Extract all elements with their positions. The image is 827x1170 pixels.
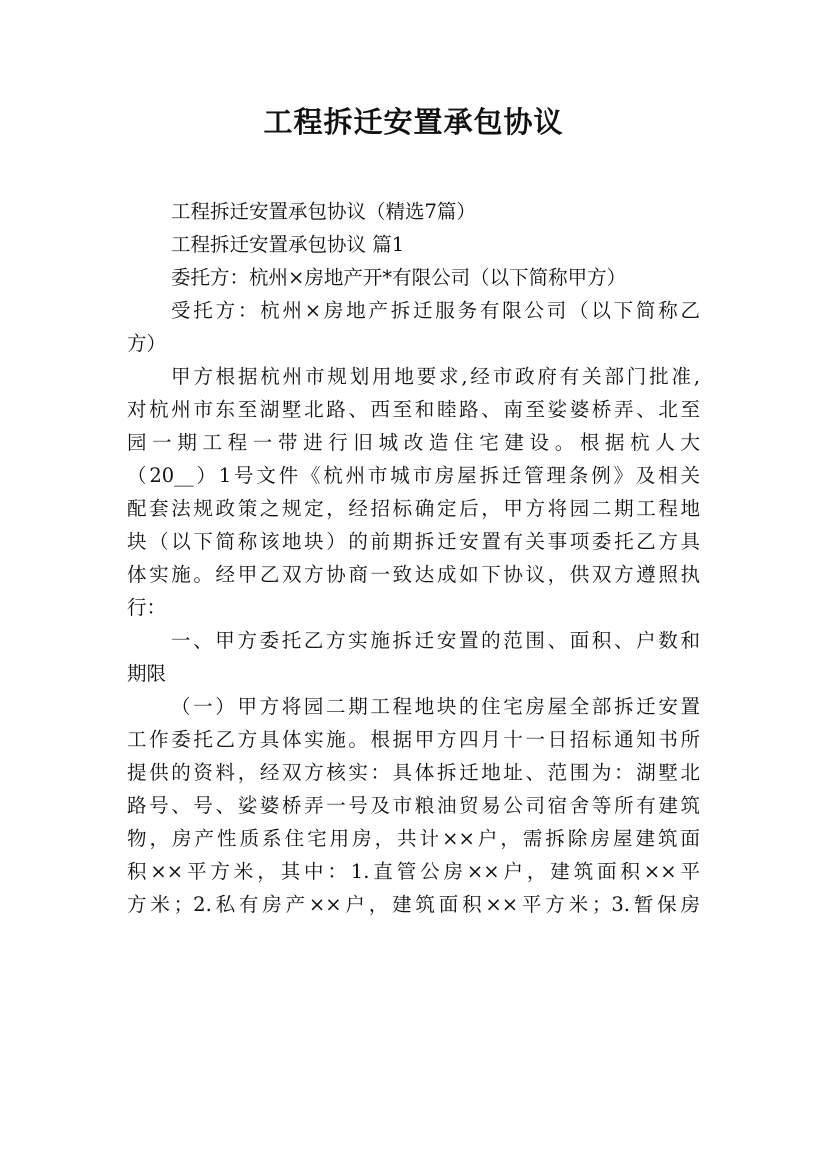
paragraph-line: 行： bbox=[127, 596, 167, 619]
paragraph-line: 体实施。经甲乙双方协商一致达成如下协议，供双方遵照执 bbox=[127, 563, 700, 586]
paragraph-line: 一、甲方委托乙方实施拆迁安置的范围、面积、户数和 bbox=[171, 629, 700, 652]
paragraph-line: 积××平方米，其中：1.直管公房××户，建筑面积××平 bbox=[127, 860, 700, 883]
paragraph-line: 提供的资料，经双方核实：具体拆迁地址、范围为：湖墅北 bbox=[127, 761, 700, 784]
paragraph-line: 物，房产性质系住宅用房，共计××户，需拆除房屋建筑面 bbox=[127, 827, 700, 850]
paragraph-line: 配套法规政策之规定，经招标确定后，甲方将园二期工程地 bbox=[127, 497, 700, 520]
paragraph-line: （一）甲方将园二期工程地块的住宅房屋全部拆迁安置 bbox=[171, 695, 700, 718]
paragraph-line: （20__）1号文件《杭州市城市房屋拆迁管理条例》及相关 bbox=[127, 464, 700, 487]
paragraph-line: 期限 bbox=[127, 662, 167, 685]
paragraph-line: 委托方：杭州×房地产开*有限公司（以下简称甲方） bbox=[171, 266, 627, 289]
paragraph-line: 路号、号、娑婆桥弄一号及市粮油贸易公司宿舍等所有建筑 bbox=[127, 794, 700, 817]
paragraph-line: 块（以下简称该地块）的前期拆迁安置有关事项委托乙方具 bbox=[127, 530, 700, 553]
paragraph-line: 对杭州市东至湖墅北路、西至和睦路、南至娑婆桥弄、北至 bbox=[127, 398, 700, 421]
paragraph-line: 方米；2.私有房产××户，建筑面积××平方米；3.暂保房 bbox=[127, 893, 700, 916]
paragraph-line: 工程拆迁安置承包协议（精选7篇） bbox=[171, 200, 476, 223]
paragraph-line: 甲方根据杭州市规划用地要求,经市政府有关部门批准, bbox=[171, 365, 700, 388]
document-body bbox=[127, 195, 700, 921]
document-title: 工程拆迁安置承包协议 bbox=[263, 105, 564, 139]
paragraph-line: 园一期工程一带进行旧城改造住宅建设。根据杭人大 bbox=[127, 431, 700, 454]
paragraph-line: 受托方：杭州×房地产拆迁服务有限公司（以下简称乙 bbox=[171, 299, 700, 322]
paragraph-line: 方） bbox=[127, 332, 167, 355]
paragraph-line: 工程拆迁安置承包协议 篇1 bbox=[171, 233, 405, 256]
paragraph-line: 工作委托乙方具体实施。根据甲方四月十一日招标通知书所 bbox=[127, 728, 700, 751]
